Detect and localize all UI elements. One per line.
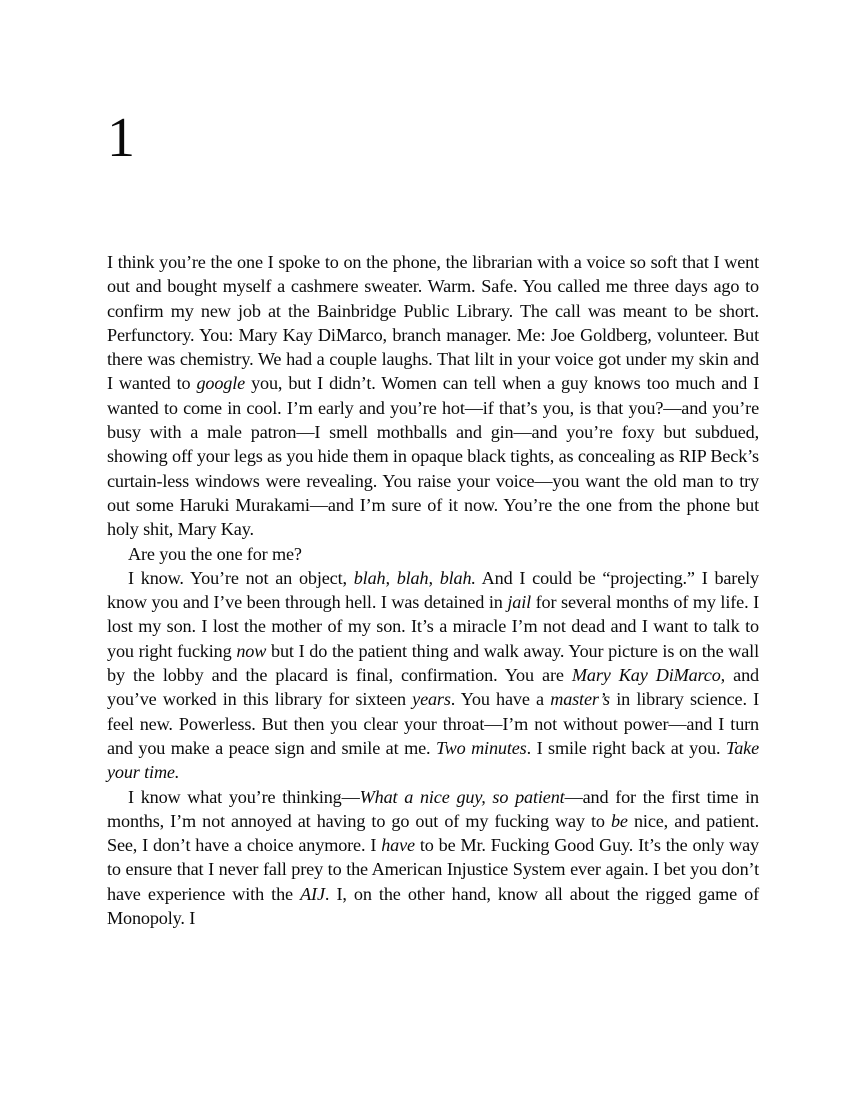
italic-run: blah, blah, blah. — [353, 567, 476, 588]
italic-run: Take your time. — [107, 737, 760, 783]
italic-run: master’s — [550, 689, 610, 710]
italic-run: now — [236, 640, 267, 661]
italic-run: be — [610, 810, 628, 831]
chapter-number: 1 — [107, 107, 135, 169]
text-run: for several months of my life. I lost my son. I lost the mother of my son. It’s a miracle I’m not dead and I want to talk to you right fucking — [107, 592, 759, 661]
text-run: you, but I didn’t. Women can tell when a guy knows too much and I wanted to come in cool. I’m early and you’re hot—if that’s you, is that you?—and you’re busy with a male patron—I smell mothballs and gin—and you’re foxy but subdued, showing off your legs as you hide them in opaque black tights, as concealing as RIP Beck’s curtain-less windows were revealing. You raise your voice—you want the old man to try out some Haruki Murakami—and I’m sure of it now. You’re the one from the phone but holy shit, Mary Kay. — [107, 373, 759, 540]
text-run: Are you the one for me? — [128, 543, 302, 564]
text-run: —and for the first time in months, I’m not annoyed at having to go out of my fucking way to — [107, 786, 759, 831]
text-run: nice, and patient. See, I don’t have a choice anymore. I — [107, 810, 759, 856]
text-run: I know what you’re thinking— — [128, 786, 360, 807]
text-run: in library science. I feel new. Powerless. But then you clear your throat—I’m not without power—and I turn and you make a peace sign and smile at me. — [107, 689, 759, 758]
text-run: . You have a — [450, 689, 551, 710]
body-text — [107, 250, 759, 930]
text-run: to be Mr. Fucking Good Guy. It’s the only way to ensure that I never fall prey to the American Injustice System ever again. I bet you don’t have experience with the — [107, 835, 759, 904]
paragraph — [107, 566, 759, 785]
text-run: And I could be “projecting.” I barely know you and I’ve been through hell. I was detained in — [107, 567, 759, 613]
paragraph — [107, 785, 759, 931]
text-run: I know. You’re not an object, — [128, 567, 354, 588]
italic-run: Mary Kay DiMarco, — [571, 665, 726, 686]
text-run: and you’ve worked in this library for sixteen — [107, 665, 759, 710]
text-run: but I do the patient thing and walk away. Your picture is on the wall by the lobby and the placard is final, confirmation. You are — [107, 640, 759, 686]
paragraph — [107, 542, 759, 566]
italic-run: What a nice guy, so patient — [359, 786, 565, 807]
text-run: . I smile right back at you. — [526, 737, 726, 758]
italic-run: jail — [507, 592, 532, 613]
italic-run: Two minutes — [435, 737, 527, 758]
italic-run: years — [412, 689, 451, 710]
italic-run: AIJ — [300, 883, 325, 904]
italic-run: have — [381, 835, 415, 856]
italic-run: google — [196, 373, 246, 394]
paragraph — [107, 250, 759, 542]
text-run: I think you’re the one I spoke to on the phone, the librarian with a voice so soft that I went out and bought myself a cashmere sweater. Warm. Safe. You called me three days ago to confirm my new job at the Bainbridge Public Library. The call was meant to be short. Perfunctory. You: Mary Kay DiMarco, branch manager. Me: Joe Goldberg, volunteer. But there was chemistry. We had a couple laughs. That lilt in your voice got under my skin and I wanted to — [107, 252, 759, 394]
text-run: . I, on the other hand, know all about the rigged game of Monopoly. I — [107, 883, 759, 929]
